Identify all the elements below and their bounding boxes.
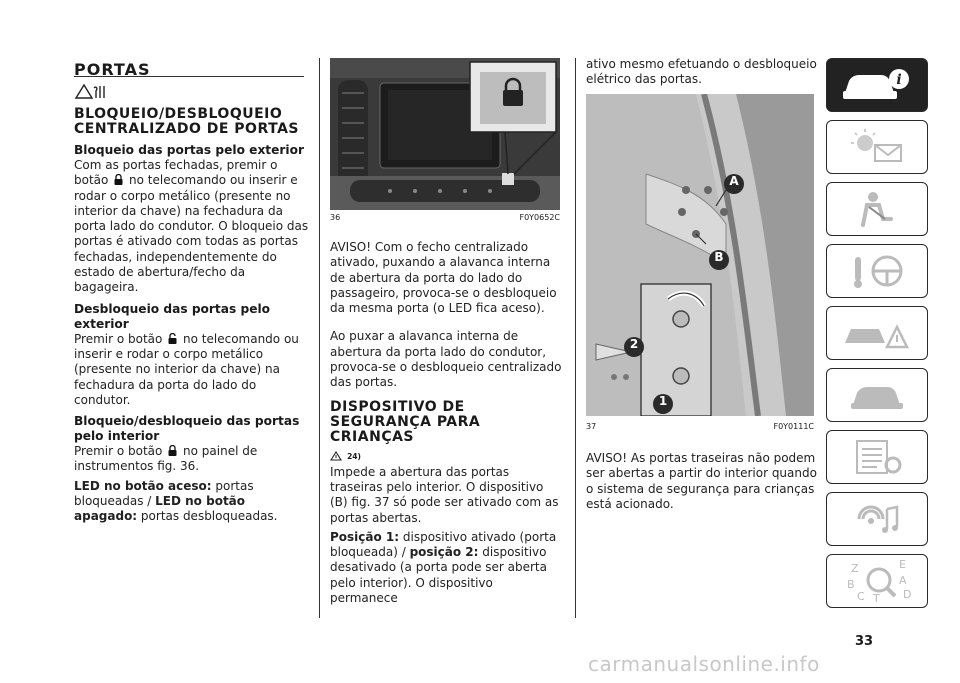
watermark: carmanualsonline.info — [588, 652, 820, 676]
figure-37-child-lock-image — [586, 94, 814, 416]
svg-text:i: i — [896, 72, 902, 88]
index-icon — [837, 558, 917, 604]
heading-unlock-exterior: Desbloqueio das portas pelo exterior — [74, 301, 271, 331]
index-letter-z: Z — [851, 562, 859, 575]
warning-lights-icon — [837, 127, 917, 167]
car-maintenance-icon — [837, 375, 917, 415]
index-letter-a: A — [899, 574, 907, 587]
sidebar-tab-multimedia[interactable] — [826, 492, 928, 546]
figure-36-dashboard-image — [330, 58, 560, 210]
paragraph-remains-active: ativo mesmo efetuando o desbloqueio elétrico das portas. — [586, 57, 817, 87]
sidebar-tab-safety[interactable] — [826, 182, 928, 236]
car-info-icon — [837, 65, 917, 105]
marker-b: B — [714, 250, 724, 264]
warning-symbol-icon — [74, 82, 108, 100]
multimedia-icon — [837, 499, 917, 539]
sidebar-tab-index[interactable] — [826, 554, 928, 608]
figure-36-caption: 36 F0Y0652C — [330, 213, 560, 222]
paragraph-led-status: LED no botão aceso: portas bloqueadas / LED no botão apagado: portas desbloqueadas. — [74, 478, 278, 524]
unlock-icon — [168, 333, 177, 344]
airbag-seat-icon — [837, 189, 917, 229]
sidebar-tab-starting-driving[interactable] — [826, 244, 928, 298]
paragraph-unlock-exterior: Premir o botão no telecomando ou inserir e rodar o corpo metálico (presente no interior da chave) na fechadura da porta do lado do condutor. — [74, 331, 299, 407]
sidebar-tab-warning-lights[interactable] — [826, 120, 928, 174]
title-rule — [74, 76, 304, 77]
breakdown-icon — [837, 313, 917, 353]
heading-lock-interior: Bloqueio/desbloqueio das portas pelo interior — [74, 414, 300, 444]
lock-icon — [168, 445, 177, 456]
section-title: PORTAS — [74, 60, 151, 79]
index-letter-e: E — [899, 558, 906, 571]
sidebar-tab-vehicle-info[interactable] — [826, 58, 928, 112]
sidebar-tab-technical-data[interactable] — [826, 430, 928, 484]
lock-icon — [114, 174, 123, 185]
steering-wheel-icon — [837, 251, 917, 291]
page-number: 33 — [855, 634, 874, 649]
index-letter-b: B — [847, 578, 855, 591]
paragraph-positions: Posição 1: dispositivo ativado (porta bloqueada) / posição 2: dispositivo desativado (a porta pode ser aberta pelo interior). O dispositivo permanece — [330, 529, 557, 606]
column-divider-right — [575, 58, 576, 618]
paragraph-lock-interior: Premir o botão no painel de instrumentos fig. 36. — [74, 444, 258, 474]
paragraph-warning-central-locking: AVISO! Com o fecho centralizado ativado, puxando a alavanca interna de abertura da porta do lado do passageiro, provoca-se o desbloqueio da mesma porta (o LED fica aceso). — [330, 240, 557, 316]
paragraph-warning-rear-doors: AVISO! As portas traseiras não podem ser abertas a partir do interior quando o sistema de segurança para crianças está acionado. — [586, 451, 817, 511]
specifications-icon — [837, 437, 917, 477]
column-divider-left — [319, 58, 320, 618]
figure-37-caption: 37 F0Y0111C — [586, 422, 814, 431]
heading-lock-exterior: Bloqueio das portas pelo exterior — [74, 143, 304, 157]
index-letter-d: D — [903, 588, 912, 601]
marker-2: 2 — [629, 337, 639, 351]
sidebar-tab-emergency[interactable] — [826, 306, 928, 360]
heading-child-safety: DISPOSITIVO DE SEGURANÇA PARA CRIANÇAS — [330, 398, 481, 445]
sidebar-tab-maintenance[interactable] — [826, 368, 928, 422]
paragraph-child-safety: Impede a abertura das portas traseiras pelo interior. O dispositivo (B) fig. 37 só pode ser ativado com as portas abertas. — [330, 464, 559, 525]
warning-triangle-icon — [330, 451, 342, 461]
heading-central-locking: BLOQUEIO/DESBLOQUEIO CENTRALIZADO DE PORTAS — [74, 106, 299, 137]
paragraph-lock-exterior: Com as portas fechadas, premir o botão no telecomando ou inserir e rodar o corpo metálico (presente no interior da chave) na fechadura da porta lado do condutor. O bloqueio das portas é ativado com todas as portas fechadas, independentemente do estado de abertura/fecho da bagageira. — [74, 158, 309, 295]
note-reference: 24) — [330, 446, 562, 465]
marker-1: 1 — [658, 394, 668, 408]
index-letter-c: C — [857, 590, 865, 603]
paragraph-driver-lever: Ao puxar a alavanca interna de abertura da porta lado do condutor, provoca-se o desbloqueio centralizado das portas. — [330, 329, 562, 390]
index-letter-t: T — [873, 592, 880, 604]
marker-a: A — [729, 174, 739, 188]
